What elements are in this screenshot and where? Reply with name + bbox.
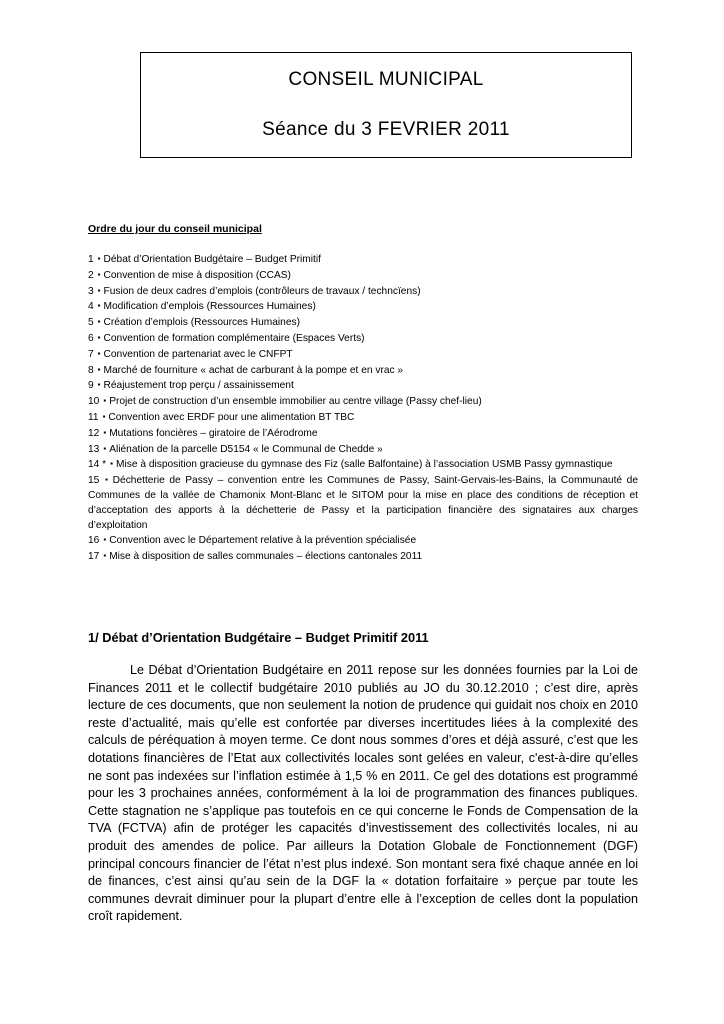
agenda-item-number: 14 * — [88, 459, 107, 471]
agenda-item-text: Fusion de deux cadres d’emplois (contrôleurs de travaux / techncïens) — [103, 285, 421, 297]
agenda-item-text: Projet de construction d’un ensemble immobilier au centre village (Passy chef-lieu) — [109, 396, 482, 408]
agenda-item-text: Convention avec ERDF pour une alimentation BT TBC — [108, 411, 355, 423]
agenda-item-text: Réajustement trop perçu / assainissement — [103, 380, 294, 392]
agenda-item — [88, 426, 638, 442]
agenda-item-number: 11 — [88, 411, 99, 423]
agenda-item — [88, 473, 638, 533]
session-date: Séance du 3 FEVRIER 2011 — [262, 119, 510, 140]
agenda-item — [88, 442, 638, 458]
agenda-item — [88, 549, 638, 565]
agenda-item-number: 5 — [88, 317, 94, 329]
agenda-item — [88, 457, 638, 473]
bullet-icon: ▪ — [97, 269, 101, 279]
agenda-item — [88, 284, 638, 300]
bullet-icon: ▪ — [103, 443, 107, 453]
section-body: Le Débat d’Orientation Budgétaire en 2011 repose sur les données fournies par la Loi de Finances 2011 et le collectif budgétaire 2010 publiés au JO du 30.12.2010 ; c’est dire, après lecture de ces documents, que non seulement la notion de prudence qui guidait nos choix en 2010 reste d’actualité, mais qu’elle est confortée par diverses incertitudes liées à la complexité des calculs de péréquation à moyen terme. Ce dont nous sommes d’ores et déjà assuré, c’est que les dotations financières de l’Etat aux collectivités locales sont gelées en valeur, c'est-à-dire qu’elles ne sont pas indexées sur l’inflation estimée à 1,5 % en 2011. Ce gel des dotations est programmé pour les 3 prochaines années, conformément à la loi de programmation des finances publiques. Cette stagnation ne s’applique pas toutefois en ce qui concerne le Fonds de Compensation de la TVA (FCTVA) afin de protéger les capacités d’investissement des collectivités locales, ni au produit des amendes de police. Par ailleurs la Dotation Globale de Fonctionnement (DGF) principal concours financier de l’état n’est plus indexé. Son montant sera fixé chaque année en loi de finances, c’est ainsi qu’au sein de la DGF la « dotation forfaitaire » perçue par toute les communes devrait diminuer pour la plupart d’entre elle à l’exception de celles dont la population croît rapidement. — [88, 663, 638, 924]
agenda-item — [88, 268, 638, 284]
bullet-icon: ▪ — [97, 348, 101, 358]
agenda-item-text: Convention de partenariat avec le CNFPT — [103, 348, 293, 360]
agenda-item-text: Aliénation de la parcelle D5154 « le Communal de Chedde » — [109, 443, 383, 455]
agenda-item — [88, 363, 638, 379]
agenda-item-number: 4 — [88, 301, 94, 313]
bullet-icon: ▪ — [103, 551, 107, 561]
agenda-item-text: Déchetterie de Passy – convention entre les Communes de Passy, Saint-Gervais-les-Bains, la Communauté de Communes de la vallée de Chamonix Mont-Blanc et le SITOM pour la mise en place des conditions de réception et d’acceptation des apports à la déchetterie de Passy et la participation financière des signataires aux charges d’exploitation — [88, 475, 638, 531]
bullet-icon: ▪ — [103, 396, 107, 406]
agenda-item — [88, 378, 638, 394]
agenda-heading: Ordre du jour du conseil municipal — [88, 223, 262, 235]
bullet-icon: ▪ — [110, 459, 113, 469]
agenda-item-number: 16 — [88, 535, 100, 547]
bullet-icon: ▪ — [97, 332, 101, 342]
bullet-icon: ▪ — [97, 301, 101, 311]
agenda-item — [88, 410, 638, 426]
agenda-item-text: Mise à disposition de salles communales – élections cantonales 2011 — [109, 551, 423, 563]
agenda-item-number: 8 — [88, 364, 94, 376]
agenda-item-number: 2 — [88, 269, 94, 281]
agenda-item-number: 15 — [88, 475, 100, 487]
agenda-item — [88, 252, 638, 268]
agenda-item — [88, 394, 638, 410]
agenda-item-number: 9 — [88, 380, 94, 392]
bullet-icon: ▪ — [103, 535, 107, 545]
page-title: CONSEIL MUNICIPAL — [288, 69, 484, 90]
bullet-icon: ▪ — [103, 475, 110, 485]
agenda-item-text: Débat d’Orientation Budgétaire – Budget Primitif — [103, 254, 321, 265]
agenda-item-text: Convention de mise à disposition (CCAS) — [103, 269, 291, 281]
title-box — [140, 52, 632, 158]
agenda-item-number: 7 — [88, 348, 94, 360]
bullet-icon: ▪ — [103, 427, 107, 437]
agenda-item-text: Convention avec le Département relative à la prévention spécialisée — [109, 535, 417, 547]
bullet-icon: ▪ — [97, 380, 101, 390]
agenda-item-text: Mise à disposition gracieuse du gymnase des Fiz (salle Balfontaine) à l’association USMB Passy gymnastique — [115, 459, 613, 471]
bullet-icon: ▪ — [97, 285, 101, 295]
agenda-item-text: Mutations foncières – giratoire de l’Aérodrome — [109, 427, 318, 439]
agenda-item — [88, 533, 638, 549]
agenda-item-number: 12 — [88, 427, 100, 439]
agenda-item — [88, 331, 638, 347]
section-title: 1/ Débat d’Orientation Budgétaire – Budget Primitif 2011 — [88, 630, 429, 645]
agenda-item — [88, 315, 638, 331]
agenda-item-text: Marché de fourniture « achat de carburant à la pompe et en vrac » — [103, 364, 404, 376]
bullet-icon: ▪ — [102, 411, 106, 421]
agenda-item-number: 10 — [88, 396, 100, 408]
bullet-icon: ▪ — [97, 317, 101, 327]
agenda-item-number: 1 — [88, 254, 94, 265]
agenda-list — [88, 252, 638, 565]
agenda-item-text: Modification d’emplois (Ressources Humaines) — [103, 301, 316, 313]
bullet-icon: ▪ — [97, 364, 101, 374]
agenda-item-number: 17 — [88, 551, 100, 563]
agenda-item — [88, 299, 638, 315]
agenda-item-text: Création d’emplois (Ressources Humaines) — [103, 317, 300, 329]
agenda-item-number: 3 — [88, 285, 94, 297]
agenda-item-number: 13 — [88, 443, 100, 455]
bullet-icon: ▪ — [97, 254, 101, 263]
agenda-item-number: 6 — [88, 332, 94, 344]
agenda-item — [88, 347, 638, 363]
agenda-item-text: Convention de formation complémentaire (Espaces Verts) — [103, 332, 365, 344]
